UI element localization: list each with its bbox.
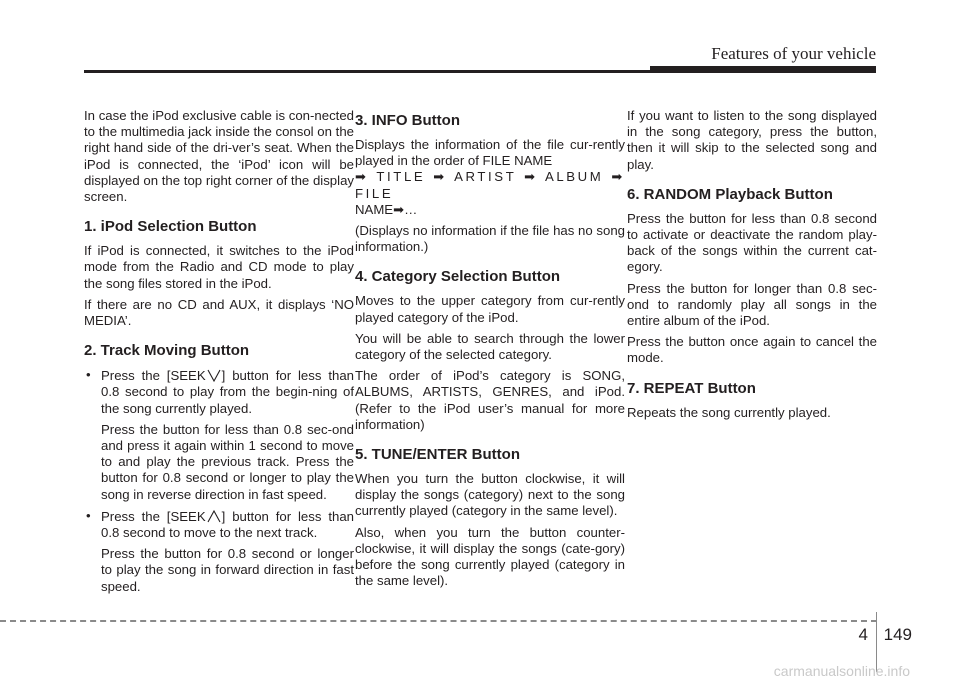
column-3	[627, 108, 877, 426]
chapter-number: 4	[858, 625, 868, 644]
section-title: Features of your vehicle	[711, 44, 876, 63]
bullet-item	[84, 508, 354, 541]
section-heading-repeat: 7. REPEAT Button	[627, 379, 756, 397]
footer-rule	[0, 620, 877, 622]
bullet-subparagraph: Press the button for less than 0.8 sec-ond and press it again within 1 second to move to and play the previous track. Press the button for 0.8 second or longer to play the song in reverse direction in fast speed.	[101, 421, 354, 502]
paragraph	[355, 137, 625, 218]
paragraph: If iPod is connected, it switches to the iPod mode from the Radio and CD mode to play the song files stored in the iPod.	[84, 243, 354, 291]
page-number: 149	[883, 625, 912, 644]
intro-paragraph: In case the iPod exclusive cable is con-nected to the multimedia jack inside the consol on the right hand side of the dri-ver’s seat. When the iPod is connected, the ‘iPod’ icon will be displayed on the top right corner of the display screen.	[84, 108, 354, 205]
section-heading-info: 3. INFO Button	[355, 112, 460, 129]
header-rule-accent	[650, 66, 876, 73]
column-2	[355, 108, 625, 594]
paragraph: Repeats the song currently played.	[627, 404, 831, 420]
paragraph: The order of iPod’s category is SONG, ALBUMS, ARTISTS, GENRES, and iPod. (Refer to the iPod user’s manual for more information)	[355, 368, 625, 432]
paragraph: (Displays no information if the file has no song information.)	[355, 223, 625, 255]
bullet-text-pre: Press the [SEEK	[101, 368, 206, 384]
paragraph: Press the button for longer than 0.8 sec-ond to randomly play all songs in the entire album of the iPod.	[627, 280, 877, 329]
info-order-end: NAME➡…	[355, 201, 418, 217]
info-order-sequence: ➡ TITLE ➡ ARTIST ➡ ALBUM ➡ FILE	[355, 169, 625, 201]
paragraph: Press the button for less than 0.8 second to activate or deactivate the random play-back of the songs within the current cat-egory.	[627, 210, 877, 275]
section-heading-track-moving: 2. Track Moving Button	[84, 342, 250, 360]
section-heading-random: 6. RANDOM Playback Button	[627, 185, 833, 203]
chevron-up-icon	[207, 508, 221, 524]
intro-paragraph: If you want to listen to the song displayed in the song category, press the button, then it will skip to the selected song and play.	[627, 108, 877, 172]
paragraph: Press the button once again to cancel the mode.	[627, 334, 877, 366]
watermark: carmanualsonline.info	[773, 663, 910, 679]
bullet-text-pre: Press the [SEEK	[101, 508, 206, 524]
section-heading-ipod-selection: 1. iPod Selection Button	[84, 218, 257, 236]
paragraph: Moves to the upper category from cur-rently played category of the iPod.	[355, 293, 625, 325]
chevron-down-icon	[207, 367, 221, 383]
paragraph: Also, when you turn the button counter-clockwise, it will display the songs (cate-gory) before the song currently played (category in the same level).	[355, 524, 625, 589]
paragraph: You will be able to search through the lower category of the selected category.	[355, 330, 625, 363]
bullet-subparagraph: Press the button for 0.8 second or longer to play the song in forward direction in fast speed.	[101, 546, 354, 594]
column-1	[84, 108, 354, 600]
section-heading-tune-enter: 5. TUNE/ENTER Button	[355, 446, 520, 464]
bullet-text-post: ] button for less than 0.8 second to move to the next track.	[101, 508, 355, 541]
info-order-text: Displays the information of the file cur-rently played in the order of FILE NAME	[355, 137, 625, 169]
paragraph: If there are no CD and AUX, it displays ‘NO MEDIA’.	[84, 296, 354, 329]
bullet-item	[84, 367, 354, 417]
section-heading-category: 4. Category Selection Button	[355, 268, 561, 286]
bullet-text-post: ] button for less than 0.8 second to play from the begin-ning of the song currently played.	[101, 368, 355, 416]
paragraph: When you turn the button clockwise, it will display the songs (category) next to the song currently played (category in the same level).	[355, 471, 625, 519]
